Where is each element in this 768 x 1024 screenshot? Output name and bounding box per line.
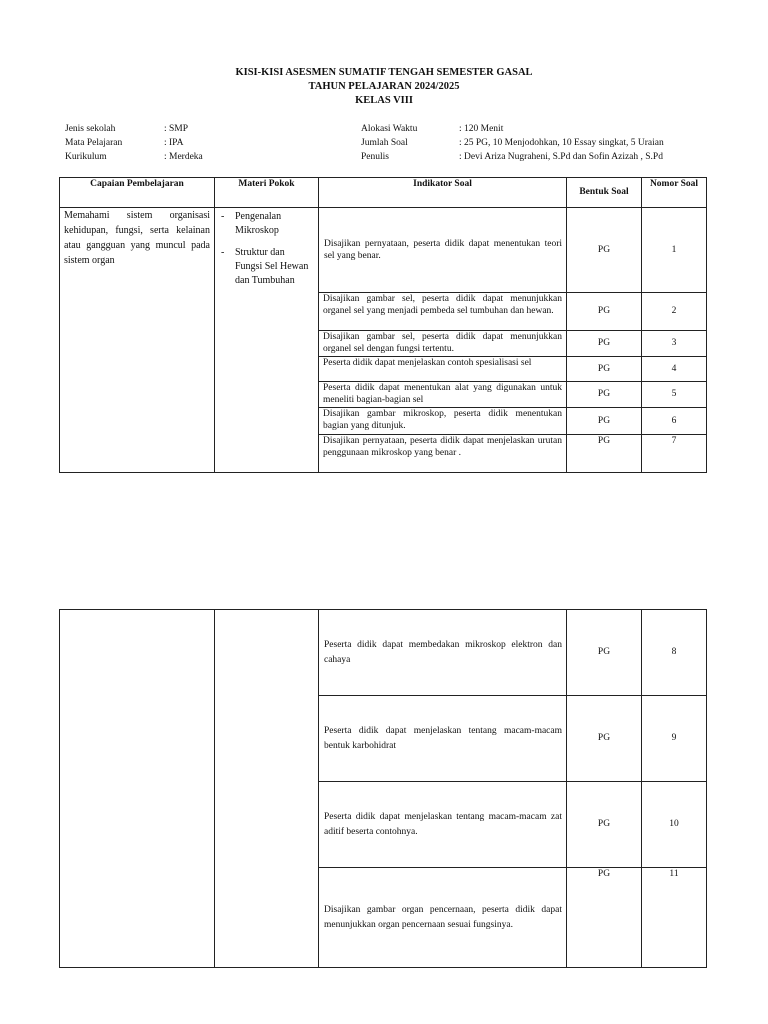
- indikator-cell: Peserta didik dapat menjelaskan tentang macam-macam zat aditif beserta contohnya.: [319, 782, 567, 868]
- bentuk-cell: PG: [567, 782, 642, 868]
- indikator-cell: Disajikan gambar mikroskop, peserta didik menentukan bagian yang ditunjuk.: [319, 408, 567, 435]
- info-row-jenis-sekolah: [65, 122, 325, 136]
- nomor-cell: 3: [642, 331, 707, 357]
- indikator-cell: Disajikan pernyataan, peserta didik dapat menentukan teori sel yang benar.: [319, 208, 567, 293]
- table-row: [60, 610, 707, 696]
- info-label: Kurikulum: [65, 152, 107, 162]
- nomor-cell: 10: [642, 782, 707, 868]
- nomor-cell: 9: [642, 696, 707, 782]
- kisi-kisi-table-2: [59, 609, 707, 968]
- info-value: : IPA: [164, 138, 184, 148]
- col-header-nomor: Nomor Soal: [642, 178, 707, 208]
- info-row-jumlah-soal: [361, 136, 701, 150]
- info-row-penulis: [361, 150, 701, 164]
- info-value: : 120 Menit: [459, 124, 504, 134]
- info-label: Mata Pelajaran: [65, 138, 123, 148]
- indikator-cell: Peserta didik dapat membedakan mikroskop elektron dan cahaya: [319, 610, 567, 696]
- capaian-cell: [60, 208, 215, 473]
- bentuk-cell: PG: [567, 357, 642, 382]
- table-header-row: [60, 178, 707, 208]
- nomor-cell: 1: [642, 208, 707, 293]
- materi-item: - Pengenalan Mikroskop: [219, 210, 314, 238]
- info-label: Alokasi Waktu: [361, 124, 418, 134]
- materi-cell-empty: [215, 610, 319, 968]
- bentuk-cell: PG: [567, 408, 642, 435]
- indikator-cell: Peserta didik dapat menjelaskan tentang macam-macam bentuk karbohidrat: [319, 696, 567, 782]
- nomor-cell: 11: [642, 868, 707, 968]
- doc-subtitle-year: TAHUN PELAJARAN 2024/2025: [308, 81, 460, 92]
- info-value: : Devi Ariza Nugraheni, S.Pd dan Sofin Azizah , S.Pd: [459, 152, 663, 162]
- bentuk-cell: PG: [567, 208, 642, 293]
- bentuk-cell: PG: [567, 868, 642, 968]
- indikator-cell: Peserta didik dapat menjelaskan contoh spesialisasi sel: [319, 357, 567, 382]
- info-right: [361, 122, 701, 164]
- bentuk-cell: PG: [567, 435, 642, 473]
- indikator-cell: Disajikan gambar sel, peserta didik dapat menunjukkan organel sel yang menjadi pembeda sel tumbuhan dan hewan.: [319, 293, 567, 331]
- info-value: : SMP: [164, 124, 189, 134]
- doc-subtitle-class: KELAS VIII: [355, 95, 413, 106]
- info-row-alokasi-waktu: [361, 122, 701, 136]
- nomor-cell: 7: [642, 435, 707, 473]
- info-left: [65, 122, 325, 164]
- nomor-cell: 4: [642, 357, 707, 382]
- capaian-cell-empty: [60, 610, 215, 968]
- doc-title: KISI-KISI ASESMEN SUMATIF TENGAH SEMESTER GASAL: [235, 67, 533, 78]
- col-header-indikator: Indikator Soal: [319, 178, 567, 208]
- nomor-cell: 8: [642, 610, 707, 696]
- col-header-bentuk: Bentuk Soal: [567, 178, 642, 208]
- bentuk-cell: PG: [567, 382, 642, 408]
- nomor-cell: 6: [642, 408, 707, 435]
- info-row-mata-pelajaran: [65, 136, 325, 150]
- bentuk-cell: PG: [567, 293, 642, 331]
- nomor-cell: 5: [642, 382, 707, 408]
- info-label: Penulis: [361, 152, 389, 162]
- indikator-cell: Disajikan pernyataan, peserta didik dapat menjelaskan urutan penggunaan mikroskop yang benar .: [319, 435, 567, 473]
- bentuk-cell: PG: [567, 696, 642, 782]
- materi-cell: [215, 208, 319, 473]
- materi-list: [219, 210, 314, 288]
- nomor-cell: 2: [642, 293, 707, 331]
- indikator-cell: Disajikan gambar sel, peserta didik dapat menunjukkan organel sel dengan fungsi tertentu.: [319, 331, 567, 357]
- info-value: : Merdeka: [164, 152, 203, 162]
- table-row: [60, 208, 707, 293]
- info-label: Jumlah Soal: [361, 138, 408, 148]
- info-row-kurikulum: [65, 150, 325, 164]
- indikator-cell: Peserta didik dapat menentukan alat yang digunakan untuk meneliti bagian-bagian sel: [319, 382, 567, 408]
- capaian-text: Memahami sistem organisasi kehidupan, fungsi, serta kelainan atau gangguan yang muncul pada sistem organ: [64, 210, 210, 266]
- info-label: Jenis sekolah: [65, 124, 116, 134]
- kisi-kisi-table-1: [59, 177, 707, 473]
- col-header-capaian: Capaian Pembelajaran: [60, 178, 215, 208]
- col-header-materi: Materi Pokok: [215, 178, 319, 208]
- bentuk-cell: PG: [567, 610, 642, 696]
- info-value: : 25 PG, 10 Menjodohkan, 10 Essay singkat, 5 Uraian: [459, 138, 664, 148]
- bentuk-cell: PG: [567, 331, 642, 357]
- materi-item: - Struktur dan Fungsi Sel Hewan dan Tumbuhan: [219, 246, 314, 288]
- indikator-cell: Disajikan gambar organ pencernaan, peserta didik dapat menunjukkan organ pencernaan sesuai fungsinya.: [319, 868, 567, 968]
